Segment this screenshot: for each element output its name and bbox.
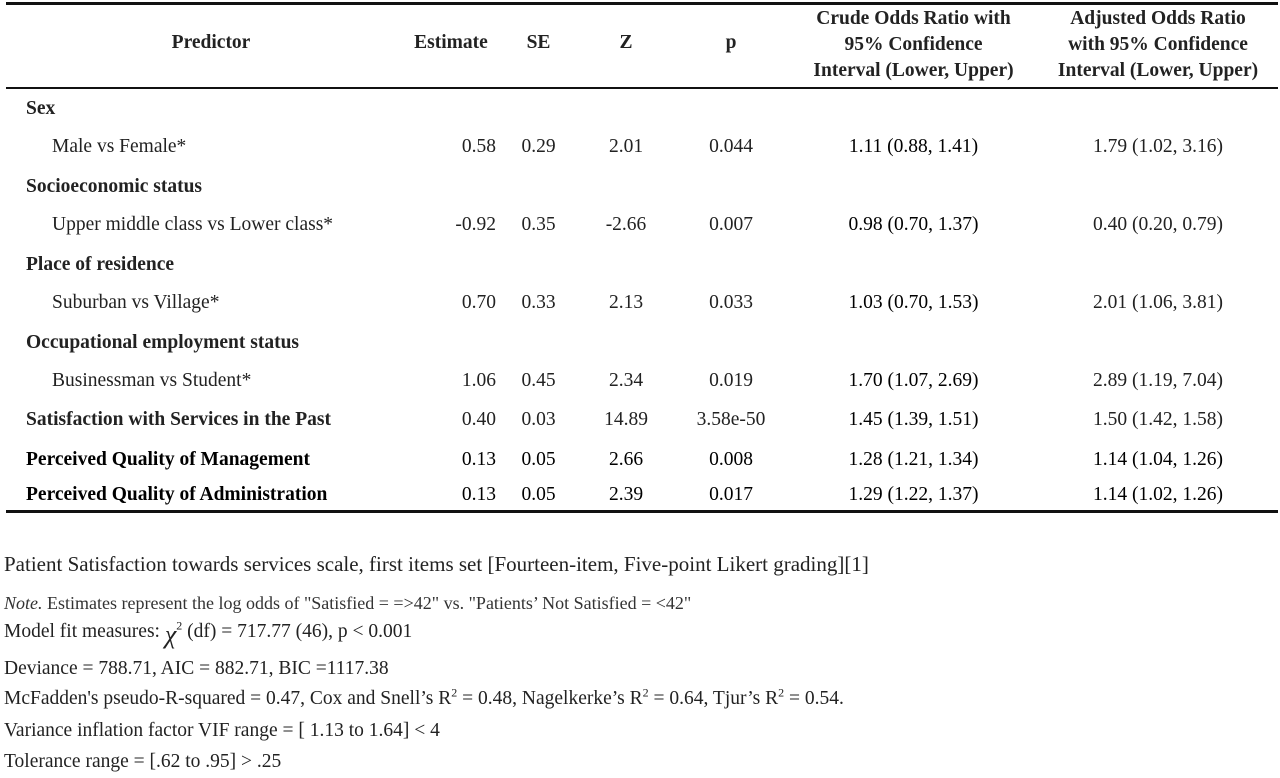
r2-part: = 0.54.	[784, 688, 844, 709]
vif-line: Variance inflation factor VIF range = [ 1.13 to 1.64] < 4	[4, 720, 440, 741]
cell-estimate: 0.58	[461, 136, 496, 157]
header-p: p	[725, 32, 737, 53]
cell-z: 14.89	[604, 409, 648, 430]
cell-crude-or: 1.45 (1.39, 1.51)	[848, 409, 979, 430]
table-top-rule	[6, 2, 1278, 5]
cell-z: 2.13	[608, 292, 644, 313]
cell-p: 0.008	[709, 449, 753, 470]
cell-adjusted-or: 2.89 (1.19, 7.04)	[1093, 370, 1223, 391]
model-fit-prefix: Model fit measures:	[4, 621, 165, 642]
cell-se: 0.05	[521, 484, 556, 505]
group-label: Socioeconomic status	[26, 176, 203, 197]
cell-crude-or: 0.98 (0.70, 1.37)	[848, 214, 979, 235]
chi-superscript: 2	[176, 618, 183, 633]
cell-adjusted-or: 1.79 (1.02, 3.16)	[1093, 136, 1223, 157]
cell-z: -2.66	[605, 214, 647, 235]
group-label: Occupational employment status	[26, 332, 299, 353]
header-predictor: Predictor	[171, 32, 251, 53]
header-crude-line: Interval (Lower, Upper)	[813, 60, 1014, 81]
cell-p: 3.58e-50	[696, 409, 766, 430]
cell-z: 2.34	[608, 370, 644, 391]
cell-estimate: 0.40	[461, 409, 496, 430]
r2-superscript: 2	[642, 685, 649, 700]
tolerance-line: Tolerance range = [.62 to .95] > .25	[4, 751, 282, 772]
cell-p: 0.033	[709, 292, 753, 313]
cell-se: 0.29	[521, 136, 556, 157]
row-label: Suburban vs Village*	[52, 292, 220, 313]
row-label: Upper middle class vs Lower class*	[52, 214, 334, 235]
r-squared-line	[4, 685, 844, 710]
cell-se: 0.45	[521, 370, 556, 391]
deviance-line: Deviance = 788.71, AIC = 882.71, BIC =1117.38	[4, 658, 389, 679]
cell-p: 0.007	[709, 214, 753, 235]
header-adjusted-line: Adjusted Odds Ratio	[1070, 8, 1246, 29]
cell-p: 0.044	[709, 136, 753, 157]
cell-adjusted-or: 1.50 (1.42, 1.58)	[1093, 409, 1223, 430]
header-z: Z	[619, 32, 633, 53]
r2-superscript: 2	[451, 685, 458, 700]
header-crude-line: 95% Confidence	[844, 34, 983, 55]
cell-crude-or: 1.70 (1.07, 2.69)	[848, 370, 979, 391]
cell-crude-or: 1.29 (1.22, 1.37)	[848, 484, 979, 505]
chi-symbol: χ	[164, 620, 177, 649]
cell-adjusted-or: 2.01 (1.06, 3.81)	[1093, 292, 1223, 313]
header-crude-or	[786, 6, 1041, 84]
cell-se: 0.03	[521, 409, 556, 430]
r2-part: McFadden's pseudo-R-squared = 0.47, Cox and Snell’s R	[4, 688, 452, 709]
cell-se: 0.05	[521, 449, 556, 470]
cell-estimate: 0.13	[461, 449, 496, 470]
table-note	[4, 593, 691, 614]
row-label: Perceived Quality of Management	[26, 449, 310, 470]
cell-crude-or: 1.28 (1.21, 1.34)	[848, 449, 979, 470]
cell-adjusted-or: 1.14 (1.04, 1.26)	[1093, 449, 1223, 470]
table-caption: Patient Satisfaction towards services scale, first items set [Fourteen-item, Five-point Likert grading][1]	[4, 552, 869, 576]
row-label: Businessman vs Student*	[52, 370, 252, 391]
header-adjusted-line: Interval (Lower, Upper)	[1057, 60, 1259, 81]
cell-crude-or: 1.11 (0.88, 1.41)	[848, 136, 979, 157]
cell-p: 0.019	[709, 370, 753, 391]
cell-z: 2.66	[608, 449, 644, 470]
model-fit-line	[4, 620, 412, 650]
cell-adjusted-or: 1.14 (1.02, 1.26)	[1093, 484, 1223, 505]
header-estimate: Estimate	[414, 32, 488, 53]
header-adjusted-line: with 95% Confidence	[1068, 34, 1248, 55]
cell-z: 2.39	[608, 484, 644, 505]
row-label: Satisfaction with Services in the Past	[26, 409, 331, 430]
group-label: Place of residence	[26, 254, 175, 275]
r2-part: = 0.48, Nagelkerke’s R	[457, 688, 643, 709]
header-crude-line: Crude Odds Ratio with	[816, 8, 1011, 29]
row-label: Perceived Quality of Administration	[26, 484, 328, 505]
cell-se: 0.33	[521, 292, 556, 313]
group-label: Sex	[26, 98, 56, 119]
note-text: Estimates represent the log odds of "Satisfied = =>42" vs. "Patients’ Not Satisfied = <42"	[42, 593, 692, 613]
r2-superscript: 2	[778, 685, 785, 700]
cell-estimate: -0.92	[455, 214, 496, 235]
cell-estimate: 0.13	[461, 484, 496, 505]
cell-z: 2.01	[608, 136, 644, 157]
cell-estimate: 1.06	[461, 370, 496, 391]
table-bottom-rule	[6, 510, 1278, 513]
row-label: Male vs Female*	[52, 136, 187, 157]
cell-se: 0.35	[521, 214, 556, 235]
cell-p: 0.017	[709, 484, 753, 505]
cell-adjusted-or: 0.40 (0.20, 0.79)	[1093, 214, 1223, 235]
header-adjusted-or	[1038, 6, 1278, 84]
table-header-rule	[6, 87, 1278, 89]
cell-estimate: 0.70	[461, 292, 496, 313]
model-fit-suffix: (df) = 717.77 (46), p < 0.001	[182, 621, 413, 642]
note-label: Note.	[4, 593, 43, 613]
r2-part: = 0.64, Tjur’s R	[648, 688, 779, 709]
cell-crude-or: 1.03 (0.70, 1.53)	[848, 292, 979, 313]
header-se: SE	[526, 32, 551, 53]
